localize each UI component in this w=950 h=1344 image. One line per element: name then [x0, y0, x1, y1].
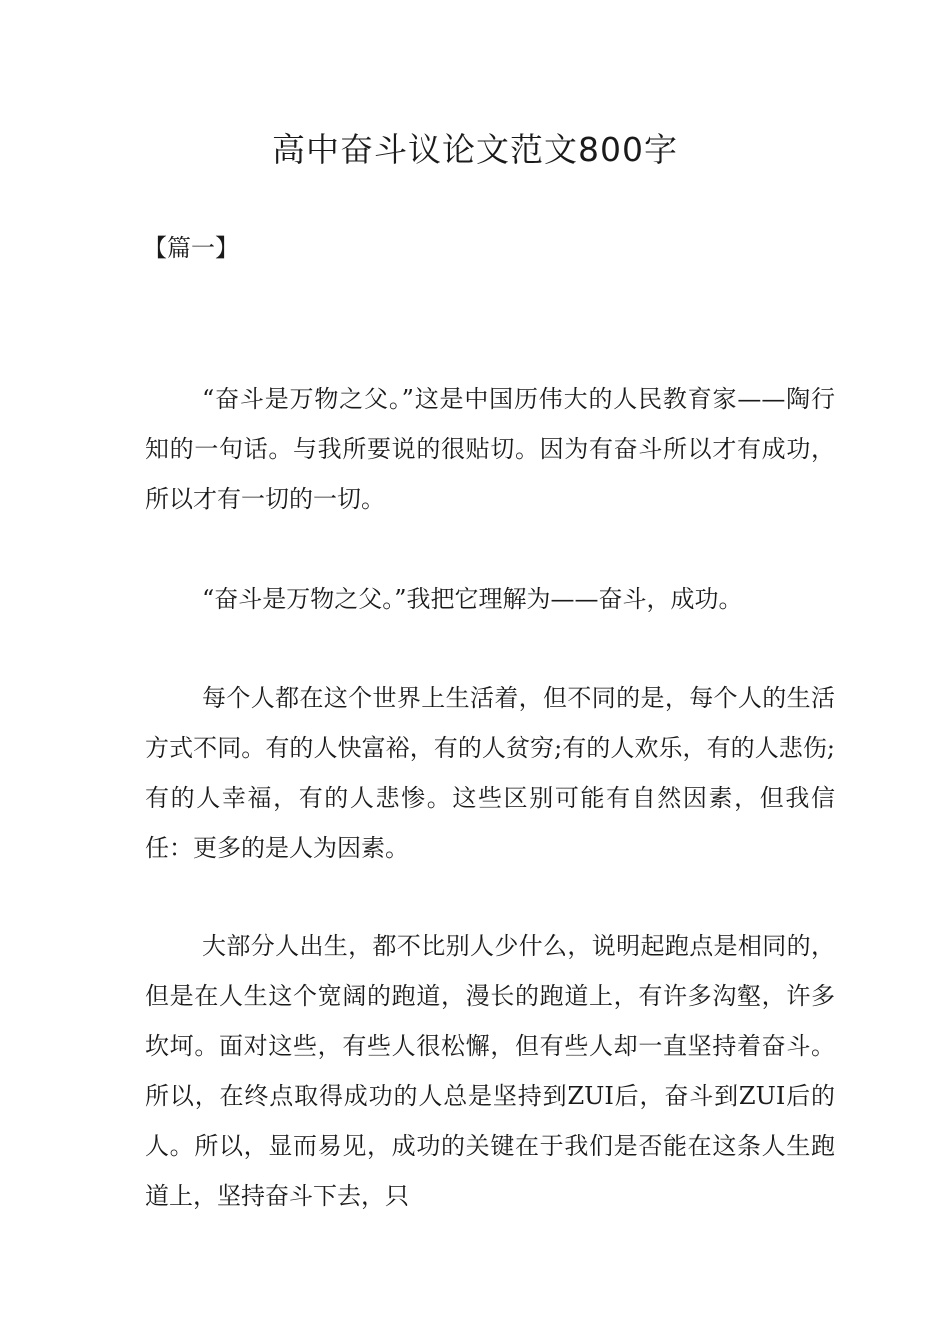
paragraph-1: “奋斗是万物之父。”这是中国历伟大的人民教育家——陶行知的一句话。与我所要说的很贴切。因为有奋斗所以才有成功，所以才有一切的一切。 [145, 385, 835, 513]
paragraph-3: 每个人都在这个世界上生活着，但不同的是，每个人的生活方式不同。有的人快富裕，有的人贫穷;有的人欢乐，有的人悲伤;有的人幸福，有的人悲惨。这些区别可能有自然因素，但我信任：更多的是人为因素。 [145, 684, 835, 862]
section-label: 【篇一】 [143, 234, 239, 262]
document-title: 高中奋斗议论文范文800字 [272, 130, 678, 169]
paragraph-4: 大部分人出生，都不比别人少什么，说明起跑点是相同的，但是在人生这个宽阔的跑道，漫长的跑道上，有许多沟壑，许多坎坷。面对这些，有些人很松懈，但有些人却一直坚持着奋斗。所以，在终点取得成功的人总是坚持到ZUI后，奋斗到ZUI后的人。所以，显而易见，成功的关键在于我们是否能在这条人生跑道上，坚持奋斗下去，只 [145, 932, 835, 1210]
paragraph-2: “奋斗是万物之父。”我把它理解为——奋斗，成功。 [202, 585, 743, 613]
